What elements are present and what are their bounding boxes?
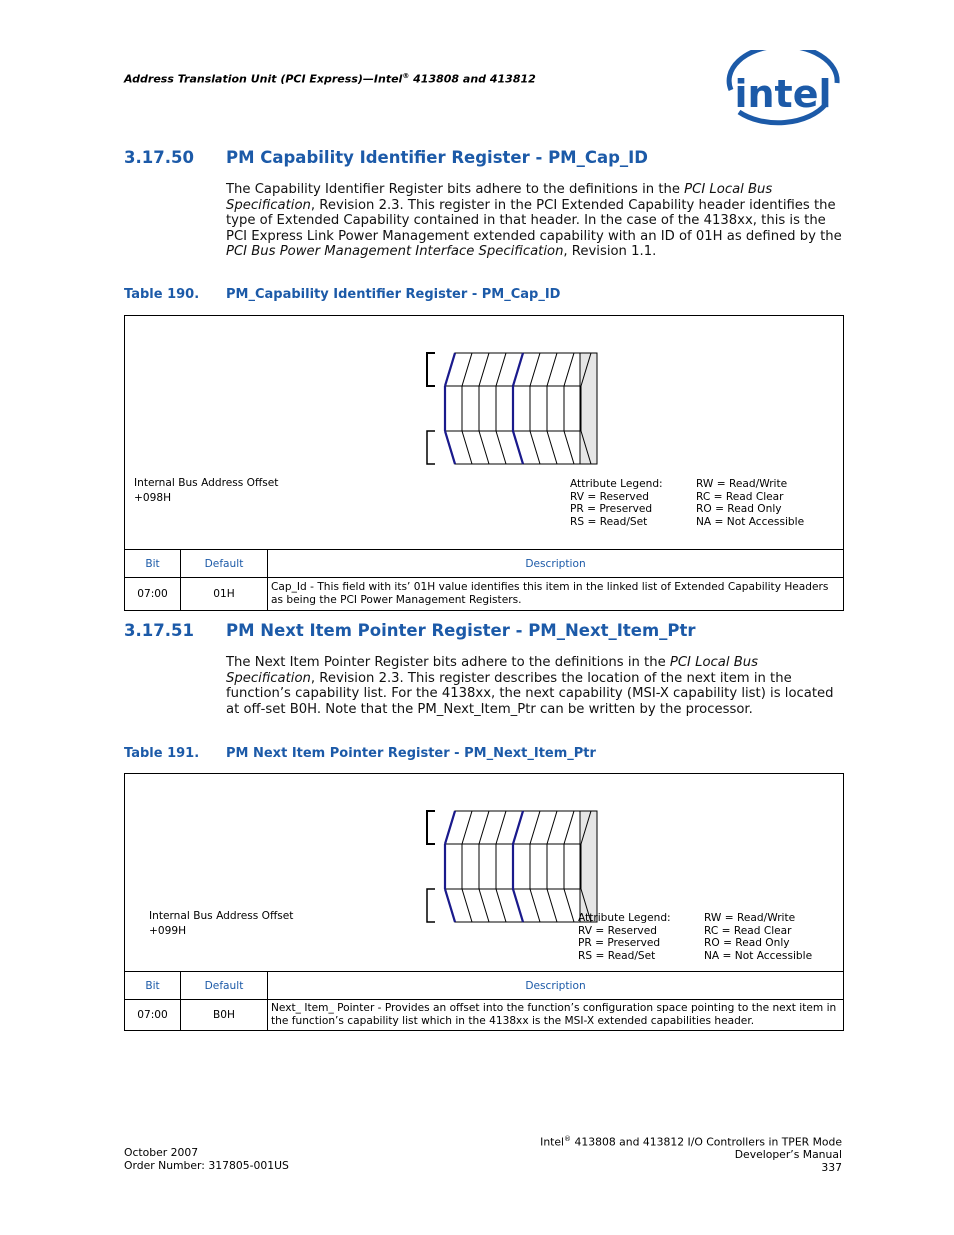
table-190-caption: Table 190. PM_Capability Identifier Register - PM_Cap_ID: [124, 287, 561, 302]
logo-wordmark: intel: [734, 72, 832, 116]
register-table-190: [124, 315, 844, 611]
section-heading-2: 3.17.51 PM Next Item Pointer Register - PM_Next_Item_Ptr: [124, 621, 696, 640]
footer-left: [124, 1147, 289, 1172]
footer-date: October 2007: [124, 1146, 199, 1159]
table-191-caption: Table 191. PM Next Item Pointer Register - PM_Next_Item_Ptr: [124, 746, 596, 761]
register-bits-graphic: [427, 811, 597, 922]
column-header-default: Default: [181, 550, 268, 577]
column-header-bit: Bit: [125, 550, 181, 577]
default-cell: B0H: [181, 1000, 268, 1030]
column-header-bit: Bit: [125, 972, 181, 999]
column-header-description: Description: [525, 557, 586, 570]
attribute-legend: Attribute Legend: RV = Reserved PR = Preserved RS = Read/Set RW = Read/Write RC = Read Clear RO = Read Only NA = Not Accessible: [570, 478, 805, 528]
column-header-default: Default: [181, 972, 268, 999]
running-header: Address Translation Unit (PCI Express)—Intel® 413808 and 413812: [124, 72, 536, 86]
address-offset: Internal Bus Address Offset +099H: [149, 910, 294, 937]
attribute-legend: Attribute Legend: RV = Reserved PR = Preserved RS = Read/Set RW = Read/Write RC = Read Clear RO = Read Only NA = Not Accessible: [578, 912, 813, 962]
column-header-description: Description: [525, 979, 586, 992]
intel-logo: [725, 50, 843, 128]
section-2-paragraph: The Next Item Pointer Register bits adhere to the definitions in the PCI Local Bus Specification, Revision 2.3. This register describes the location of the next item in the function’s capability list. For the 4138xx, the next capability (MSI-X capability list) is located at off-set B0H. Note that the PM_Next_Item_Ptr can be written by the processor.: [226, 655, 834, 717]
description-cell: Next_ Item_ Pointer - Provides an offset into the function’s configuration space pointing to the next item in the function’s capability list which in the 4138xx is the MSI-X extended capabilities header.: [271, 1002, 837, 1027]
table-row: [125, 1000, 843, 1030]
footer-product: Intel® 413808 and 413812 I/O Controllers in TPER Mode: [540, 1135, 842, 1149]
section-1-paragraph: The Capability Identifier Register bits adhere to the definitions in the PCI Local Bus Specification, Revision 2.3. This register in the PCI Extended Capability header identifies the type of Extended Capability contained in that header. In the case of the 4138xx, this is the PCI Express Link Power Management extended capability with an ID of 01H as defined by the PCI Bus Power Management Interface Specification, Revision 1.1.: [226, 182, 842, 260]
register-table-191: [124, 773, 844, 1031]
address-offset: Internal Bus Address Offset +098H: [134, 477, 279, 504]
footer-doc-title: Developer’s Manual: [734, 1148, 842, 1162]
table-header-row: [125, 972, 843, 1000]
default-cell: 01H: [181, 578, 268, 610]
table-header-row: [125, 550, 843, 578]
bit-cell: 07:00: [125, 1000, 181, 1030]
bit-cell: 07:00: [125, 578, 181, 610]
register-bits-graphic: [427, 353, 597, 464]
footer-order-number: Order Number: 317805-001US: [124, 1158, 289, 1172]
description-cell: Cap_Id - This field with its’ 01H value identifies this item in the linked list of Extended Capability Headers as being the PCI Power Management Registers.: [271, 581, 829, 606]
page-number: 337: [821, 1160, 842, 1174]
table-row: [125, 578, 843, 610]
register-diagram: [125, 774, 843, 972]
section-heading-1: 3.17.50 PM Capability Identifier Register - PM_Cap_ID: [124, 148, 648, 167]
footer-right: [540, 1133, 842, 1174]
register-diagram: [125, 316, 843, 550]
